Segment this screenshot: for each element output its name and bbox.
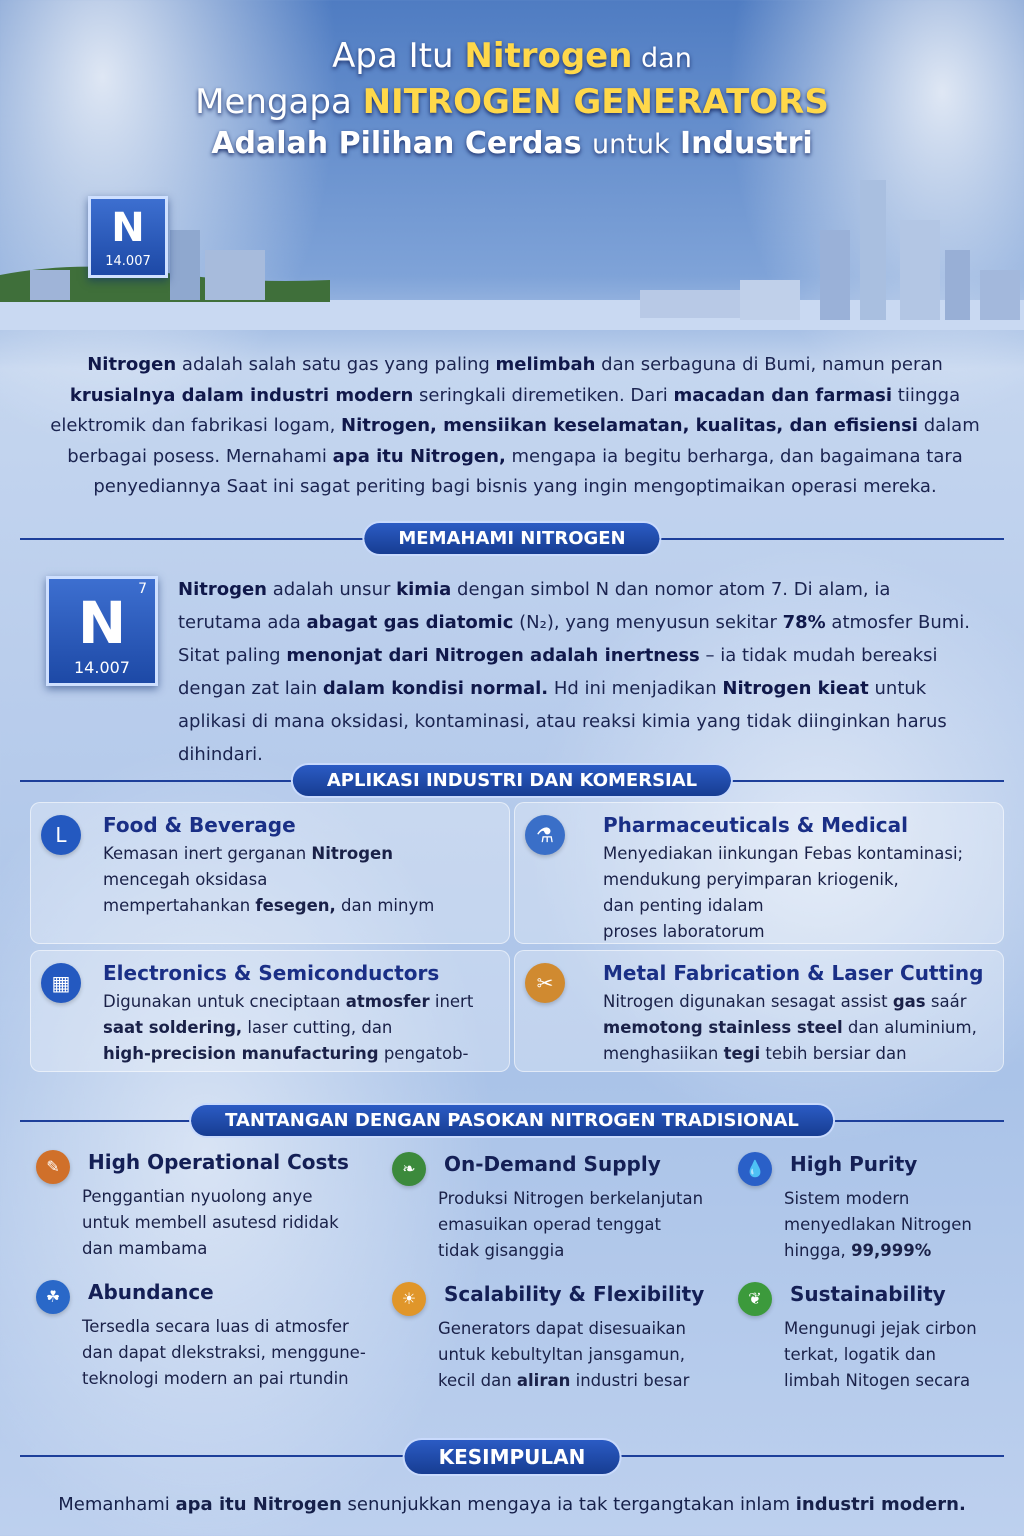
text-segment: laser cutting, dan [242, 1018, 393, 1037]
text-line [603, 841, 999, 867]
text-line [438, 1186, 728, 1212]
text-line [82, 1236, 372, 1262]
text-segment: Mengunugi jejak cirbon [784, 1319, 977, 1338]
text-segment: Penggantian nyuolong anye [82, 1187, 313, 1206]
text-line [603, 919, 999, 945]
text-segment: seringkali diremetiken. Dari [413, 384, 674, 406]
challenge-tile [738, 1152, 1024, 1280]
text-segment: dan dapat dlekstraksi, menggune- [82, 1343, 366, 1362]
challenge-title: Abundance [88, 1280, 214, 1304]
text-segment: menghasiikan [603, 1044, 724, 1063]
text-segment: melimbah [495, 354, 596, 375]
text-segment: dan [632, 43, 692, 74]
text-segment: 99,999% [851, 1241, 932, 1260]
text-segment: high-precision manufacturing [103, 1044, 379, 1063]
text-line [784, 1316, 1024, 1342]
text-segment: dengan simbol N dan nomor atom 7. Di alam, ia [451, 579, 891, 600]
text-segment: untuk membell asutesd rididak [82, 1213, 339, 1232]
text-segment: dengan zat lain [178, 678, 323, 699]
challenge-icon: ❦ [738, 1282, 772, 1316]
text-segment: proses laboratorum [603, 922, 765, 941]
text-segment: Nitrogen, mensiikan keselamatan, kualitas, dan efisiensi [341, 415, 918, 436]
text-segment: dalam [917, 415, 980, 436]
text-segment: limbah Nitogen secara [784, 1371, 971, 1390]
text-line [438, 1238, 728, 1264]
element-symbol: N [111, 205, 145, 251]
application-card [30, 802, 510, 944]
title-line-1 [0, 36, 1024, 76]
text-segment: Menyediakan iinkungan Febas kontaminasi; [603, 844, 964, 863]
text-segment: mencegah oksidasa [103, 870, 268, 889]
text-segment: kecil dan [438, 1371, 517, 1390]
text-line [82, 1184, 372, 1210]
page-title [0, 36, 1024, 161]
text-line [603, 1015, 999, 1041]
title-line-3 [0, 126, 1024, 161]
text-line [103, 1015, 505, 1041]
challenge-icon: ☘ [36, 1280, 70, 1314]
text-segment: tiingga [892, 384, 961, 406]
section-heading-understanding: MEMAHAMI NITROGEN [364, 523, 659, 554]
application-title: Metal Fabrication & Laser Cutting [603, 961, 984, 985]
challenge-title: Sustainability [790, 1282, 946, 1306]
text-segment: Industri [669, 126, 813, 161]
text-segment: hingga, [784, 1241, 852, 1260]
text-segment: Tersedla secara luas di atmosfer [82, 1317, 349, 1336]
application-card [30, 950, 510, 1072]
text-line [82, 1210, 372, 1236]
text-line [103, 841, 505, 867]
challenge-tile [392, 1282, 722, 1410]
text-segment: untuk [592, 129, 670, 160]
text-segment: atmosfer Bumi. [825, 612, 970, 633]
element-symbol: N [77, 589, 127, 657]
application-description [103, 841, 505, 919]
application-card [514, 950, 1004, 1072]
text-segment: adalah unsur [267, 579, 397, 600]
text-segment: mempertahankan [103, 896, 256, 915]
text-segment: aplikasi di mana oksidasi, kontaminasi, atau reaksi kimia yang tidak diinginkan harus dihindari. [178, 711, 947, 765]
challenge-title: High Operational Costs [88, 1150, 349, 1174]
text-segment: mendukung peryimparan kriogenik, [603, 870, 899, 889]
text-line [784, 1342, 1024, 1368]
text-line [178, 606, 970, 639]
atomic-mass: 14.007 [105, 254, 151, 269]
challenge-tile [392, 1152, 722, 1280]
text-segment: terkat, logatik dan [784, 1345, 936, 1364]
text-segment: emasuikan operad tenggat [438, 1215, 661, 1234]
text-segment: untuk kebultyltan jansgamun, [438, 1345, 685, 1364]
text-segment: Nitrogen [464, 36, 633, 76]
text-segment: mengapa ia begitu berharga, dan bagaimana tara [505, 445, 963, 467]
text-segment: Produksi Nitrogen berkelanjutan [438, 1189, 704, 1208]
text-line [438, 1212, 728, 1238]
text-segment: Memanhami [58, 1494, 176, 1515]
text-segment: pengatob- [378, 1044, 469, 1063]
text-segment: Adalah Pilihan Cerdas [211, 126, 593, 161]
application-card [514, 802, 1004, 944]
text-segment: dalam kondisi normal. [322, 678, 549, 699]
challenge-description [438, 1186, 728, 1264]
text-segment: krusialnya dalam industri modern [69, 384, 414, 406]
text-segment: Nitrogen digunakan sesagat assist [603, 992, 893, 1011]
text-segment: industri modern. [795, 1494, 966, 1515]
text-line [103, 1041, 505, 1067]
text-line [82, 1366, 372, 1392]
text-segment: berbagai posess. Mernahami [67, 445, 333, 467]
text-segment: dan aluminium, [842, 1018, 977, 1037]
text-line [82, 1340, 372, 1366]
text-segment: tebih bersiar dan [760, 1044, 907, 1063]
text-line [784, 1212, 1024, 1238]
text-segment: industri besar [570, 1371, 690, 1390]
text-segment: atmosfer [345, 992, 430, 1011]
text-line [178, 639, 970, 672]
application-icon: ▦ [41, 963, 81, 1003]
text-segment: NITROGEN GENERATORS [362, 82, 829, 122]
text-line [784, 1238, 1024, 1264]
text-line [82, 1314, 372, 1340]
text-segment: menyedlakan Nitrogen [784, 1215, 972, 1234]
text-segment: senunjukkan mengaya ia tak tergangtakan inlam [341, 1494, 796, 1515]
text-segment: dan mambama [82, 1239, 208, 1258]
challenge-title: Scalability & Flexibility [444, 1282, 705, 1306]
section-heading-conclusion: KESIMPULAN [405, 1440, 620, 1474]
challenge-tile [738, 1282, 1024, 1410]
challenge-description [784, 1316, 1024, 1394]
text-segment: Apa Itu [332, 36, 465, 76]
nitrogen-element-cube [88, 196, 168, 278]
conclusion-text [0, 1494, 1024, 1515]
text-segment: saár [925, 992, 967, 1011]
text-segment: fesegen, [255, 896, 336, 915]
application-description [103, 989, 505, 1067]
text-segment: Nitrogen [311, 844, 393, 863]
text-segment: untuk [868, 678, 927, 699]
text-line [103, 867, 505, 893]
text-segment: aliran [516, 1371, 571, 1390]
text-segment: Generators dapat disesuaikan [438, 1319, 686, 1338]
text-segment: 78% [782, 612, 826, 633]
text-segment: Nitrogen [87, 354, 177, 375]
text-line [40, 472, 990, 503]
challenge-icon: ❧ [392, 1152, 426, 1186]
text-segment: memotong stainless steel [603, 1018, 843, 1037]
application-title: Electronics & Semiconductors [103, 961, 440, 985]
text-segment: adalah salah satu gas yang paling [176, 354, 496, 375]
text-segment: kimia [396, 579, 452, 600]
text-line [438, 1368, 728, 1394]
text-line [603, 893, 999, 919]
atomic-number: 7 [138, 581, 147, 597]
text-line [40, 442, 990, 473]
text-line [103, 989, 505, 1015]
text-line [40, 411, 990, 442]
text-line [40, 350, 990, 381]
text-segment: – ia tidak mudah bereaksi [699, 645, 938, 666]
text-line [603, 867, 999, 893]
text-segment: macadan dan farmasi [673, 384, 893, 406]
text-line [178, 573, 970, 606]
application-description [603, 841, 999, 945]
text-line [603, 1041, 999, 1067]
text-segment: abagat gas diatomic [306, 612, 514, 633]
text-line [603, 989, 999, 1015]
text-segment: teknologi modern an pai rtundin [82, 1369, 349, 1388]
challenge-icon: ✎ [36, 1150, 70, 1184]
challenge-description [784, 1186, 1024, 1264]
text-line [178, 705, 970, 771]
text-segment: Hd ini menjadikan [548, 678, 723, 699]
text-segment: Nitrogen kieat [722, 678, 869, 699]
understanding-paragraph [90, 573, 970, 771]
atomic-mass: 14.007 [74, 658, 130, 677]
section-heading-challenges: TANTANGAN DENGAN PASOKAN NITROGEN TRADISIONAL [191, 1105, 833, 1136]
text-segment: Nitrogen [178, 579, 267, 600]
text-segment: inert [429, 992, 474, 1011]
challenge-description [82, 1314, 372, 1392]
challenge-title: On-Demand Supply [444, 1152, 661, 1176]
challenge-description [82, 1184, 372, 1262]
text-line [178, 672, 970, 705]
text-segment: saat soldering, [103, 1018, 243, 1037]
text-line [438, 1342, 728, 1368]
application-description [603, 989, 999, 1067]
text-line [438, 1316, 728, 1342]
text-segment: apa itu Nitrogen [175, 1494, 342, 1515]
text-segment: penyediannya Saat ini sagat periting bagi bisnis yang ingin mengoptimaikan operasi mereka. [93, 476, 937, 497]
application-icon: L [41, 815, 81, 855]
text-segment: Sistem modern [784, 1189, 910, 1208]
text-segment: tidak gisanggia [438, 1241, 565, 1260]
application-title: Food & Beverage [103, 813, 296, 837]
text-line [103, 893, 505, 919]
hero-banner [0, 0, 1024, 330]
text-segment: Sitat paling [178, 645, 287, 666]
intro-paragraph [40, 350, 990, 503]
text-segment: menonjat dari Nitrogen adalah inertness [286, 645, 700, 666]
text-segment: Kemasan inert gerganan [103, 844, 312, 863]
title-line-2 [0, 82, 1024, 122]
text-segment: tegi [723, 1044, 761, 1063]
text-segment: gas [892, 992, 926, 1011]
challenge-tile [36, 1150, 366, 1278]
text-segment: apa itu Nitrogen, [332, 445, 506, 467]
text-line [784, 1368, 1024, 1394]
text-segment: Digunakan untuk cneciptaan [103, 992, 346, 1011]
text-segment: terutama ada [178, 612, 307, 633]
text-line [784, 1186, 1024, 1212]
challenge-description [438, 1316, 728, 1394]
application-icon: ✂ [525, 963, 565, 1003]
text-segment: (N₂), yang menyusun sekitar [513, 612, 783, 633]
challenge-title: High Purity [790, 1152, 918, 1176]
text-segment: dan penting idalam [603, 896, 764, 915]
challenge-tile [36, 1280, 366, 1408]
challenge-icon: ☀ [392, 1282, 426, 1316]
application-icon: ⚗ [525, 815, 565, 855]
challenge-icon: 💧 [738, 1152, 772, 1186]
text-segment: Mengapa [195, 82, 363, 122]
section-heading-applications: APLIKASI INDUSTRI DAN KOMERSIAL [293, 765, 731, 796]
application-title: Pharmaceuticals & Medical [603, 813, 908, 837]
text-line [40, 381, 990, 412]
text-segment: dan minym [335, 896, 435, 915]
text-segment: dan serbaguna di Bumi, namun peran [595, 354, 943, 375]
text-segment: elektromik dan fabrikasi logam, [50, 415, 342, 436]
